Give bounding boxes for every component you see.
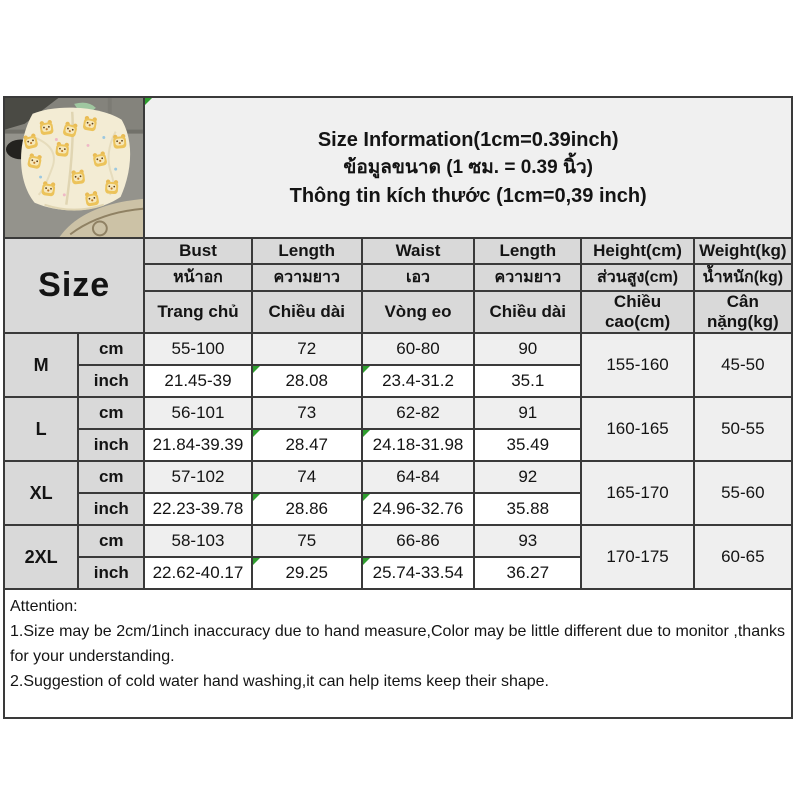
title-vietnamese: Thông tin kích thước (1cm=0,39 inch) (289, 184, 647, 207)
green-corner-marker (253, 494, 260, 501)
length2-inch-cell: 35.1 (474, 365, 581, 397)
height-cell: 170-175 (581, 525, 693, 589)
bust-cm-cell: 55-100 (144, 333, 251, 365)
length-cm-cell: 75 (252, 525, 362, 557)
weight-cell: 60-65 (694, 525, 792, 589)
green-corner-marker (363, 558, 370, 565)
length-inch-cell (252, 557, 362, 589)
length2-inch-cell: 36.27 (474, 557, 581, 589)
col-header-height-vi: Chiều cao(cm) (581, 291, 693, 333)
table-row (4, 525, 792, 557)
title-cell (144, 97, 792, 238)
col-header-length-vi: Chiều dài (252, 291, 362, 333)
attention-note-1: 1.Size may be 2cm/1inch inaccuracy due to hand measure,Color may be little different due to monitor ,thanks for your understanding. (10, 623, 785, 666)
title-english: Size Information(1cm=0.39inch) (317, 128, 619, 151)
length2-cm-cell: 91 (474, 397, 581, 429)
unit-cell: inch (78, 365, 144, 397)
size-name-cell: L (4, 397, 78, 461)
col-header-weight-vi: Cân nặng(kg) (694, 291, 792, 333)
length2-cm-cell: 90 (474, 333, 581, 365)
product-photo (5, 98, 143, 237)
length-cm-cell: 72 (252, 333, 362, 365)
length2-inch-cell: 35.88 (474, 493, 581, 525)
unit-cell: cm (78, 525, 144, 557)
col-header-weight-en: Weight(kg) (694, 238, 792, 264)
cell-text: 29.25 (285, 563, 329, 583)
cell-text: 28.08 (285, 371, 329, 391)
bust-cm-cell: 56-101 (144, 397, 251, 429)
col-header-waist-vi: Vòng eo (362, 291, 474, 333)
col-header-weight-th: น้ำหนัก(kg) (694, 264, 792, 291)
green-corner-marker (363, 366, 370, 373)
weight-cell: 45-50 (694, 333, 792, 397)
length-inch-cell (252, 429, 362, 461)
green-corner-marker (253, 430, 260, 437)
title-thai: ข้อมูลขนาด (1 ซม. = 0.39 นิ้ว) (343, 156, 593, 178)
product-photo-cell (4, 97, 144, 238)
attention-section (3, 590, 793, 719)
waist-cm-cell: 62-82 (362, 397, 474, 429)
size-chart-sheet (3, 96, 793, 719)
bust-inch-cell: 22.62-40.17 (144, 557, 251, 589)
cell-text: 25.74-33.54 (372, 563, 464, 583)
top-row (4, 97, 792, 238)
unit-cell: inch (78, 493, 144, 525)
col-header-waist-en: Waist (362, 238, 474, 264)
col-header-waist-th: เอว (362, 264, 474, 291)
cell-text: 24.18-31.98 (372, 435, 464, 455)
attention-heading: Attention: (10, 598, 78, 616)
table-row (4, 397, 792, 429)
waist-inch-cell (362, 493, 474, 525)
table-row (4, 333, 792, 365)
length2-cm-cell: 93 (474, 525, 581, 557)
length-cm-cell: 73 (252, 397, 362, 429)
cell-text: 24.96-32.76 (372, 499, 464, 519)
size-header-cell: Size (4, 238, 144, 333)
unit-cell: cm (78, 461, 144, 493)
col-header-bust-vi: Trang chủ (144, 291, 251, 333)
weight-cell: 50-55 (694, 397, 792, 461)
col-header-bust-en: Bust (144, 238, 251, 264)
size-table (3, 96, 793, 590)
size-name-cell: XL (4, 461, 78, 525)
length2-cm-cell: 92 (474, 461, 581, 493)
weight-cell: 55-60 (694, 461, 792, 525)
bust-cm-cell: 58-103 (144, 525, 251, 557)
col-header-length2-th: ความยาว (474, 264, 581, 291)
waist-inch-cell (362, 557, 474, 589)
green-corner-marker (363, 494, 370, 501)
green-corner-marker (253, 366, 260, 373)
col-header-height-th: ส่วนสูง(cm) (581, 264, 693, 291)
col-header-height-en: Height(cm) (581, 238, 693, 264)
green-corner-marker (363, 430, 370, 437)
waist-cm-cell: 66-86 (362, 525, 474, 557)
col-header-length-th: ความยาว (252, 264, 362, 291)
green-corner-marker (253, 558, 260, 565)
waist-inch-cell (362, 365, 474, 397)
length-inch-cell (252, 365, 362, 397)
bust-inch-cell: 21.84-39.39 (144, 429, 251, 461)
height-cell: 155-160 (581, 333, 693, 397)
bust-inch-cell: 22.23-39.78 (144, 493, 251, 525)
waist-inch-cell (362, 429, 474, 461)
cell-text: 23.4-31.2 (382, 371, 454, 391)
length2-inch-cell: 35.49 (474, 429, 581, 461)
unit-cell: inch (78, 557, 144, 589)
col-header-length-en: Length (252, 238, 362, 264)
size-name-cell: M (4, 333, 78, 397)
col-header-length2-vi: Chiều dài (474, 291, 581, 333)
height-cell: 160-165 (581, 397, 693, 461)
bust-cm-cell: 57-102 (144, 461, 251, 493)
header-row-english (4, 238, 792, 264)
length-inch-cell (252, 493, 362, 525)
bust-inch-cell: 21.45-39 (144, 365, 251, 397)
waist-cm-cell: 60-80 (362, 333, 474, 365)
col-header-bust-th: หน้าอก (144, 264, 251, 291)
length-cm-cell: 74 (252, 461, 362, 493)
waist-cm-cell: 64-84 (362, 461, 474, 493)
cell-text: 28.47 (285, 435, 329, 455)
height-cell: 165-170 (581, 461, 693, 525)
green-corner-marker (145, 98, 152, 105)
unit-cell: cm (78, 333, 144, 365)
attention-note-2: 2.Suggestion of cold water hand washing,it can help items keep their shape. (10, 673, 549, 691)
size-name-cell: 2XL (4, 525, 78, 589)
col-header-length2-en: Length (474, 238, 581, 264)
table-row (4, 461, 792, 493)
unit-cell: cm (78, 397, 144, 429)
cell-text: 28.86 (285, 499, 329, 519)
unit-cell: inch (78, 429, 144, 461)
